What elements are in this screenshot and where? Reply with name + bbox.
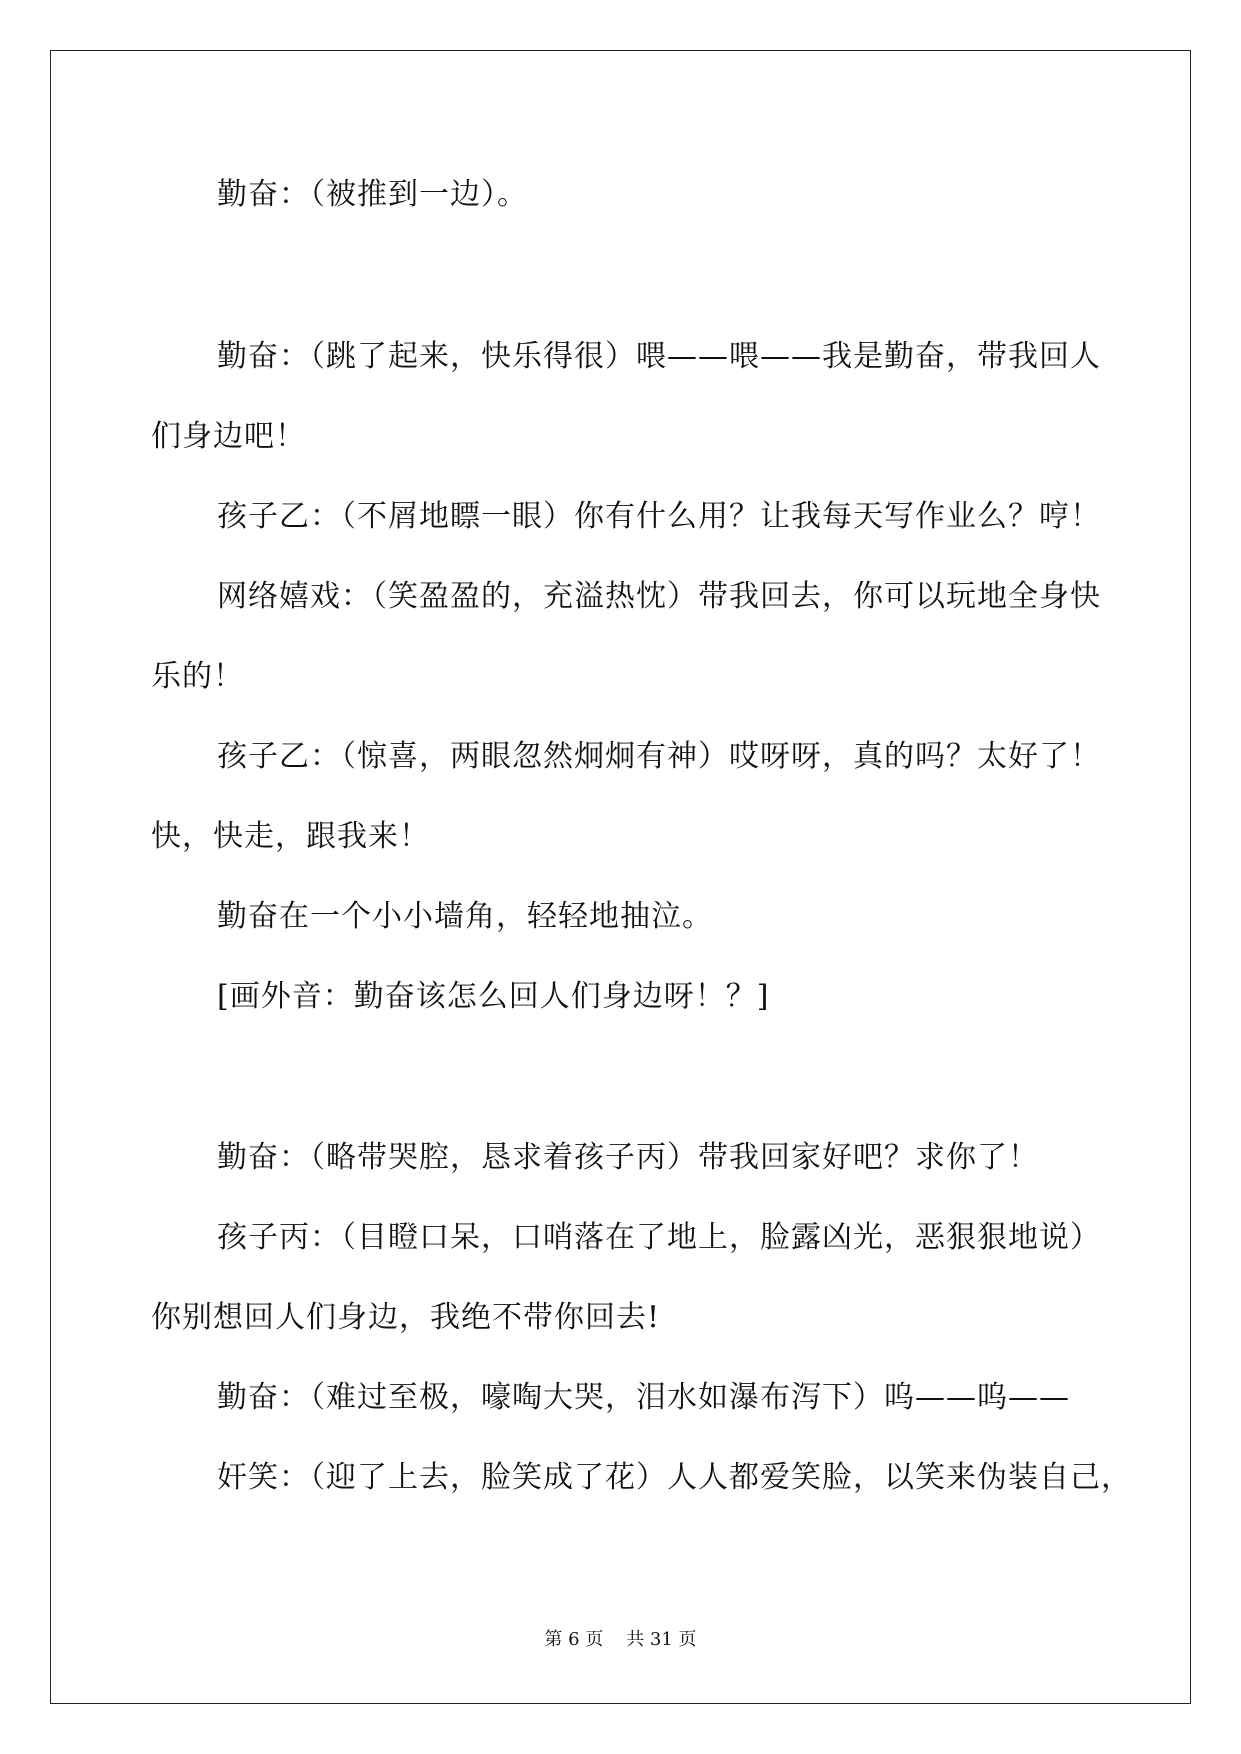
text-line: 乐的！ [151,659,244,694]
page-number-label: 第 6 页 共 31 页 [544,1629,697,1650]
text-line: 勤奋：（被推到一边）。 [217,177,528,212]
text-line: [画外音：勤奋该怎么回人们身边呀！？] [217,979,770,1014]
page-number-footer [0,1628,1241,1652]
text-line: 你别想回人们身边，我绝不带你回去! [151,1300,661,1335]
text-line: 快，快走，跟我来！ [151,819,430,854]
text-line: 孩子丙：（目瞪口呆，口哨落在了地上，脸露凶光，恶狠狠地说） [217,1220,1101,1255]
text-line: 勤奋：（跳了起来，快乐得很）喂——喂——我是勤奋，带我回人 [217,339,1101,374]
text-line: 勤奋在一个小小墙角，轻轻地抽泣。 [217,899,713,934]
text-line: 们身边吧！ [151,419,306,454]
text-line: 孩子乙：（惊喜，两眼忽然炯炯有神）哎呀呀，真的吗？太好了！ [217,739,1101,774]
text-line: 勤奋：（难过至极，嚎啕大哭，泪水如瀑布泻下）呜——呜—— [217,1380,1070,1415]
text-line: 网络嬉戏：（笑盈盈的，充溢热忱）带我回去，你可以玩地全身快 [217,579,1101,614]
text-line: 勤奋：（略带哭腔，恳求着孩子丙）带我回家好吧？求你了！ [217,1140,1039,1175]
text-line: 孩子乙：（不屑地瞟一眼）你有什么用？让我每天写作业么？哼！ [217,499,1101,534]
page-border [50,50,1191,1704]
text-line: 奸笑：（迎了上去，脸笑成了花）人人都爱笑脸，以笑来伪装自己， [217,1460,1132,1495]
